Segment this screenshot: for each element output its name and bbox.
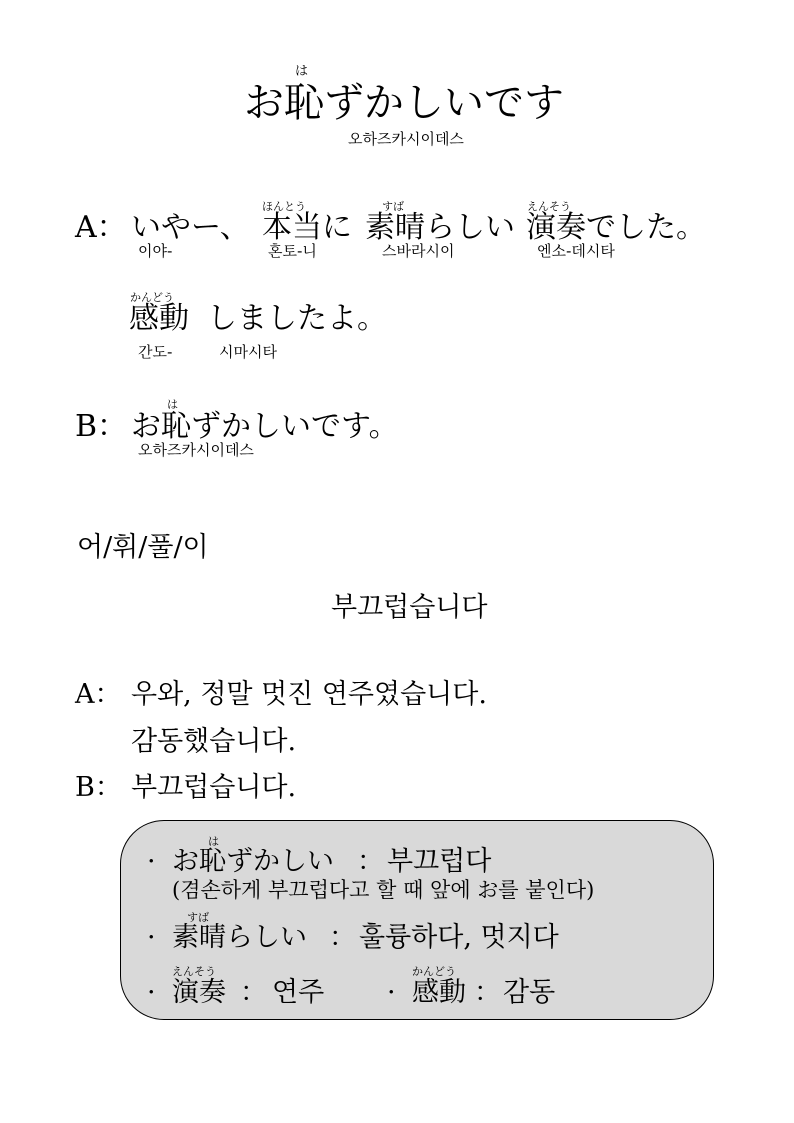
jp-a2-segment-1: 感動 [129, 301, 189, 336]
title-furigana: は [295, 64, 309, 79]
ko-a-line-1: 우와, 정말 멋진 연주였습니다. [131, 679, 487, 710]
jp-a2-furigana-1: かんどう [130, 291, 174, 304]
note-bullet-4: · [387, 977, 396, 1008]
note-bullet-2: · [147, 922, 156, 953]
note-1-sep: ： [357, 846, 384, 877]
vocab-meaning: 부끄럽습니다 [331, 592, 488, 623]
note-4-term: 感動 [412, 977, 466, 1008]
jp-a-reading-3: 스바라시이 [382, 242, 455, 260]
jp-a2-segment-2: しましたよ。 [207, 301, 387, 336]
note-bullet-1: · [147, 846, 156, 877]
note-1-meaning: 부끄럽다 [387, 846, 492, 877]
title-reading: 오하즈카시이데스 [348, 130, 464, 148]
jp-a-reading-2: 혼토-니 [268, 242, 317, 260]
ko-a-line-2: 감동했습니다. [131, 726, 297, 757]
note-1-sub: (겸손하게 부끄럽다고 할 때 앞에 お를 붙인다) [172, 878, 595, 902]
jp-a-furigana-1: ほんとう [262, 200, 306, 213]
jp-b-reading: 오하즈카시이데스 [138, 441, 254, 459]
speaker-a-label: A： [75, 210, 127, 245]
jp-b-line: お恥ずかしいです。 [131, 409, 399, 444]
note-2-sep: ： [329, 922, 356, 953]
note-4-meaning: 감동 [503, 977, 556, 1008]
note-4-furigana: かんどう [412, 965, 456, 978]
note-1-term: お恥ずかしい [172, 846, 334, 877]
ko-b-line: 부끄럽습니다. [131, 772, 297, 803]
note-3-term: 演奏 [172, 977, 226, 1008]
speaker-b-label: B： [75, 409, 128, 444]
note-4-sep: ： [474, 977, 501, 1008]
note-3-furigana: えんそう [172, 965, 216, 978]
note-2-term: 素晴らしい [172, 922, 307, 953]
note-2-meaning: 훌륭하다, 멋지다 [359, 922, 559, 953]
ko-speaker-a-label: A： [75, 679, 122, 710]
jp-a-reading-4: 엔소-데시타 [537, 242, 615, 260]
jp-a-segment-1: いやー、 [131, 210, 250, 245]
jp-a-segment-2: 本当に [262, 210, 352, 245]
vocab-heading: 어/휘/풀/이 [77, 532, 209, 563]
jp-a-furigana-2: すば [382, 200, 404, 213]
jp-a2-reading-2: 시마시타 [219, 343, 277, 361]
note-1-furigana: は [208, 835, 219, 848]
jp-a-segment-4: 演奏でした。 [526, 210, 706, 245]
jp-a-segment-3: 素晴らしい [365, 210, 515, 245]
jp-a2-reading-1: 간도- [138, 343, 173, 361]
note-2-furigana: すば [187, 911, 209, 924]
jp-a-reading-1: 이야- [138, 242, 173, 260]
note-bullet-3: · [147, 977, 156, 1008]
note-3-meaning: 연주 [272, 977, 325, 1008]
jp-b-furigana: は [167, 398, 178, 411]
page-title: お恥ずかしいです [244, 80, 564, 126]
jp-a-furigana-3: えんそう [527, 200, 571, 213]
note-3-sep: ： [240, 977, 267, 1008]
ko-speaker-b-label: B： [75, 772, 122, 803]
